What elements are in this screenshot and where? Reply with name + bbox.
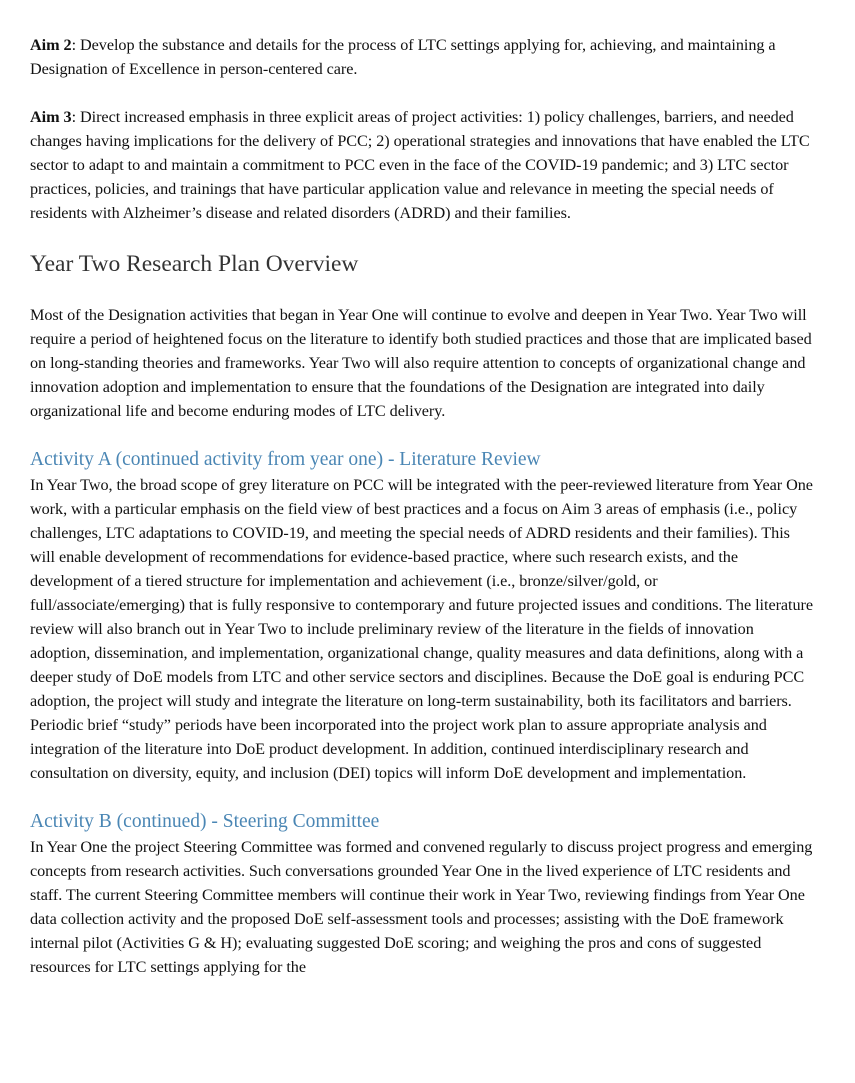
aim-2-text: : Develop the substance and details for the process of LTC settings applying for, achieving, and maintaining a Designation of Excellence in person-centered care. bbox=[30, 36, 776, 78]
aim-3-text: : Direct increased emphasis in three explicit areas of project activities: 1) policy challenges, barriers, and needed changes having implications for the delivery of PCC; 2) operational strategies and innovations that have enabled the LTC sector to adapt to and maintain a commitment to PCC even in the face of the COVID-19 pandemic; and 3) LTC sector practices, policies, and trainings that have particular application value and relevance in meeting the special needs of residents with Alzheimer’s disease and related disorders (ADRD) and their families. bbox=[30, 108, 810, 222]
activity-a-paragraph: In Year Two, the broad scope of grey literature on PCC will be integrated with the peer-reviewed literature from Year One work, with a particular emphasis on the field view of best practices and a focus on Aim 3 areas of emphasis (i.e., policy challenges, LTC adaptations to COVID-19, and meeting the special needs of ADRD residents and their families). This will enable development of recommendations for evidence-based practice, where such research exists, and the development of a tiered structure for implementation and achievement (i.e., bronze/silver/gold, or full/associate/emerging) that is fully responsive to contemporary and future projected issues and conditions. The literature review will also branch out in Year Two to include preliminary review of the literature in the fields of innovation adoption, dissemination, and implementation, organizational change, quality measures and data definitions, along with a deeper study of DoE models from LTC and other service sectors and disciplines. Because the DoE goal is enduring PCC adoption, the project will study and integrate the literature on long-term sustainability, both its facilitators and barriers. Periodic brief “study” periods have been incorporated into the project work plan to assure appropriate analysis and integration of the literature into DoE product development. In addition, continued interdisciplinary research and consultation on diversity, equity, and inclusion (DEI) topics will inform DoE development and implementation. bbox=[30, 476, 814, 782]
aim-3-paragraph bbox=[30, 105, 815, 225]
aim-3-label: Aim 3 bbox=[30, 108, 72, 126]
activity-b-paragraph: In Year One the project Steering Committee was formed and convened regularly to discuss project progress and emerging concepts from research activities. Such conversations grounded Year One in the lived experience of LTC residents and staff. The current Steering Committee members will continue their work in Year Two, reviewing findings from Year One data collection activity and the proposed DoE self-assessment tools and processes; assisting with the DoE framework internal pilot (Activities G & H); evaluating suggested DoE scoring; and weighing the pros and cons of suggested resources for LTC settings applying for the bbox=[30, 838, 813, 976]
aim-2-label: Aim 2 bbox=[30, 36, 72, 54]
overview-heading: Year Two Research Plan Overview bbox=[30, 251, 359, 277]
activity-b-heading: Activity B (continued) - Steering Committee bbox=[30, 811, 380, 832]
overview-paragraph: Most of the Designation activities that began in Year One will continue to evolve and deepen in Year Two. Year Two will require a period of heightened focus on the literature to identify both studied practices and those that are implicated based on long-standing theories and frameworks. Year Two will also require attention to concepts of organizational change and innovation adoption and implementation to ensure that the foundations of the Designation are integrated into daily organizational life and become enduring modes of LTC delivery. bbox=[30, 306, 812, 420]
activity-a-heading: Activity A (continued activity from year one) - Literature Review bbox=[30, 449, 541, 470]
aim-2-paragraph bbox=[30, 33, 815, 81]
